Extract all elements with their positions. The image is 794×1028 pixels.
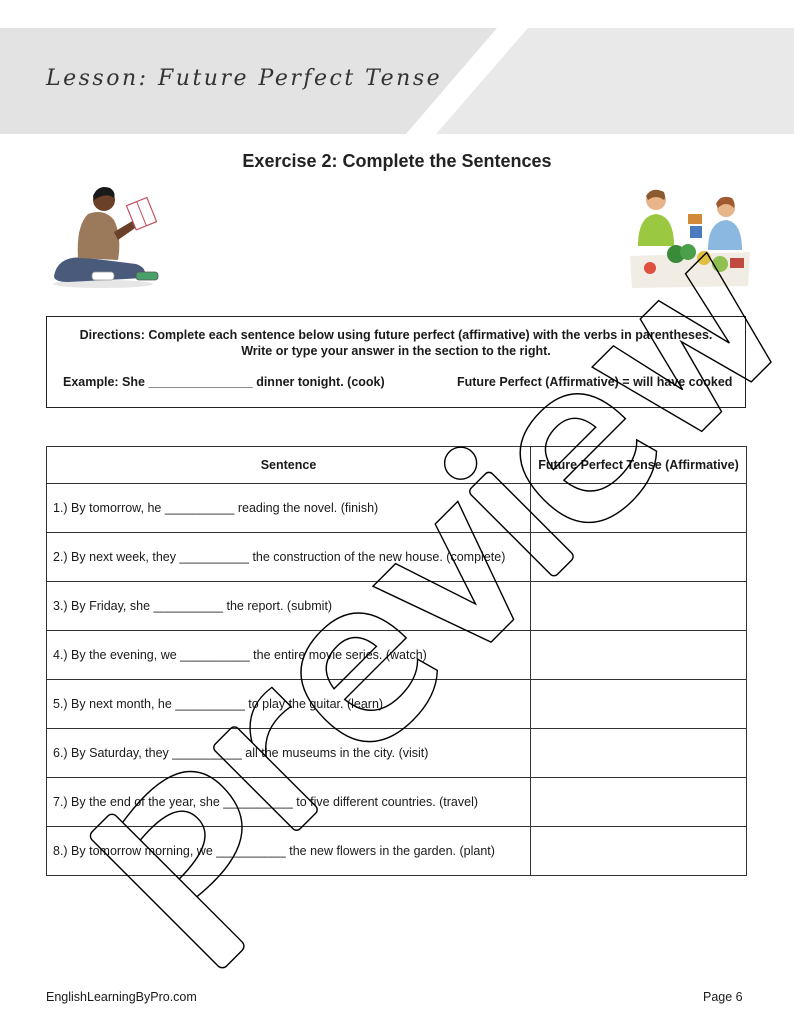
answer-cell[interactable] bbox=[531, 778, 747, 827]
reading-person-illustration bbox=[48, 184, 163, 289]
footer-page-number: Page 6 bbox=[703, 990, 743, 1004]
answer-cell[interactable] bbox=[531, 582, 747, 631]
shopping-couple-illustration bbox=[630, 186, 750, 290]
sentence-cell: 7.) By the end of the year, she __________ to five different countries. (travel) bbox=[47, 778, 531, 827]
answer-cell[interactable] bbox=[531, 533, 747, 582]
sentence-cell: 8.) By tomorrow morning, we __________ the new flowers in the garden. (plant) bbox=[47, 827, 531, 876]
exercise-table bbox=[46, 446, 747, 876]
answer-cell[interactable] bbox=[531, 631, 747, 680]
answer-cell[interactable] bbox=[531, 484, 747, 533]
sentence-cell: 3.) By Friday, she __________ the report. (submit) bbox=[47, 582, 531, 631]
table-row bbox=[47, 827, 747, 876]
sentence-cell: 1.) By tomorrow, he __________ reading the novel. (finish) bbox=[47, 484, 531, 533]
directions-line-2: Write or type your answer in the section to the right. bbox=[241, 344, 551, 358]
answer-cell[interactable] bbox=[531, 680, 747, 729]
directions-box bbox=[46, 316, 746, 408]
example-answer: Future Perfect (Affirmative) = will have cooked bbox=[457, 375, 733, 389]
exercise-title: Exercise 2: Complete the Sentences bbox=[242, 151, 552, 171]
directions-line-1: Directions: Complete each sentence below using future perfect (affirmative) with the verbs in parentheses. bbox=[79, 328, 713, 342]
table-row bbox=[47, 582, 747, 631]
example-sentence: Example: She _______________ dinner tonight. (cook) bbox=[63, 375, 385, 389]
sentence-column-header: Sentence bbox=[47, 447, 531, 484]
answer-cell[interactable] bbox=[531, 827, 747, 876]
sentence-cell: 5.) By next month, he __________ to play the guitar. (learn) bbox=[47, 680, 531, 729]
table-row bbox=[47, 680, 747, 729]
sentence-cell: 2.) By next week, they __________ the construction of the new house. (complete) bbox=[47, 533, 531, 582]
footer-site[interactable]: EnglishLearningByPro.com bbox=[46, 990, 197, 1004]
sentence-cell: 6.) By Saturday, they __________ all the museums in the city. (visit) bbox=[47, 729, 531, 778]
table-row bbox=[47, 631, 747, 680]
table-row bbox=[47, 778, 747, 827]
answer-cell[interactable] bbox=[531, 729, 747, 778]
lesson-title: Lesson: Future Perfect Tense bbox=[46, 66, 443, 91]
table-row bbox=[47, 484, 747, 533]
answer-column-header: Future Perfect Tense (Affirmative) bbox=[531, 447, 747, 484]
table-header-row bbox=[47, 447, 747, 484]
table-row bbox=[47, 729, 747, 778]
sentence-cell: 4.) By the evening, we __________ the entire movie series. (watch) bbox=[47, 631, 531, 680]
table-row bbox=[47, 533, 747, 582]
